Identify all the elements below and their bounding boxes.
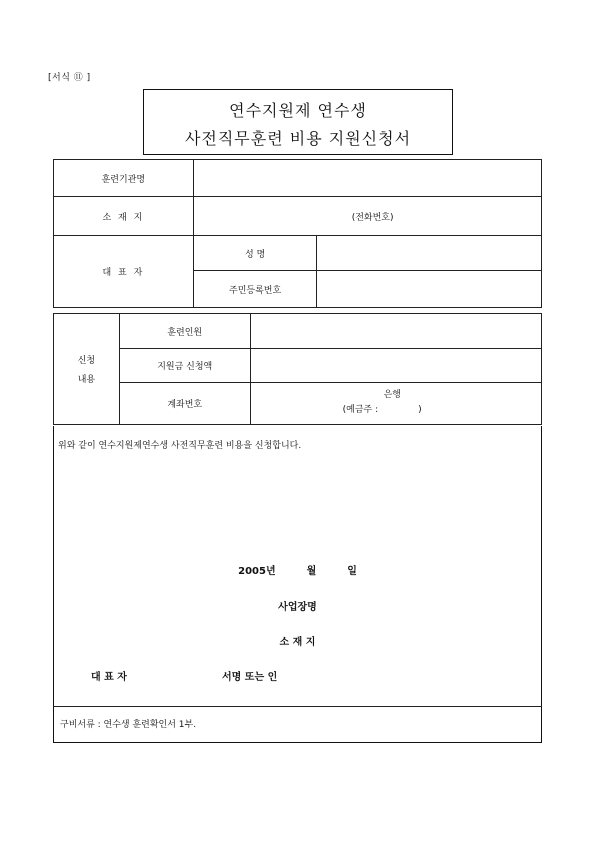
institution-info-table xyxy=(53,159,542,308)
trainees-field[interactable] xyxy=(250,314,541,349)
application-section-label xyxy=(54,314,120,425)
location-label: 소 재 지 xyxy=(54,197,194,236)
date-month: 월 xyxy=(306,566,317,577)
phone-label: (전화번호) xyxy=(351,213,394,223)
application-table xyxy=(53,313,542,425)
org-name-label: 훈련기관명 xyxy=(54,160,194,197)
rep-name-field[interactable] xyxy=(317,236,542,271)
application-label-line-2: 내용 xyxy=(77,375,96,385)
amount-field[interactable] xyxy=(250,349,541,383)
application-date xyxy=(0,562,595,577)
account-label: 계좌번호 xyxy=(119,383,250,425)
trainees-label: 훈련인원 xyxy=(119,314,250,349)
declaration-box xyxy=(53,426,542,743)
account-holder-label: (예금주 : ) xyxy=(342,405,422,415)
title-line-1: 연수지원제 연수생 xyxy=(229,101,367,120)
rep-name-label: 성 명 xyxy=(193,236,317,271)
date-day: 일 xyxy=(347,566,357,577)
attachments-divider xyxy=(53,706,542,707)
bank-label: 은행 xyxy=(383,390,401,400)
business-name-label: 사업장명 xyxy=(278,602,317,613)
representative-section-label: 대 표 자 xyxy=(54,236,194,308)
amount-label: 지원금 신청액 xyxy=(119,349,250,383)
representative-label: 대 표 자 xyxy=(91,672,127,683)
signature-label: 서명 또는 인 xyxy=(222,672,278,683)
form-number-label: [서식 ⑪ ] xyxy=(48,73,91,83)
declaration-text: 위와 같이 연수지원제연수생 사전직무훈련 비용을 신청합니다. xyxy=(58,441,302,451)
application-label-line-1: 신청 xyxy=(77,356,96,366)
title-box xyxy=(143,89,453,155)
business-location-label: 소 재 지 xyxy=(279,637,316,648)
title-line-2: 사전직무훈련 비용 지원신청서 xyxy=(184,129,412,148)
rep-id-field[interactable] xyxy=(317,271,542,308)
attachments-text: 구비서류 : 연수생 훈련확인서 1부. xyxy=(60,720,197,730)
org-name-field[interactable] xyxy=(193,160,541,197)
location-field[interactable] xyxy=(193,197,541,236)
date-year: 2005년 xyxy=(238,566,276,577)
rep-id-label: 주민등록번호 xyxy=(193,271,317,308)
account-field[interactable] xyxy=(250,383,541,425)
